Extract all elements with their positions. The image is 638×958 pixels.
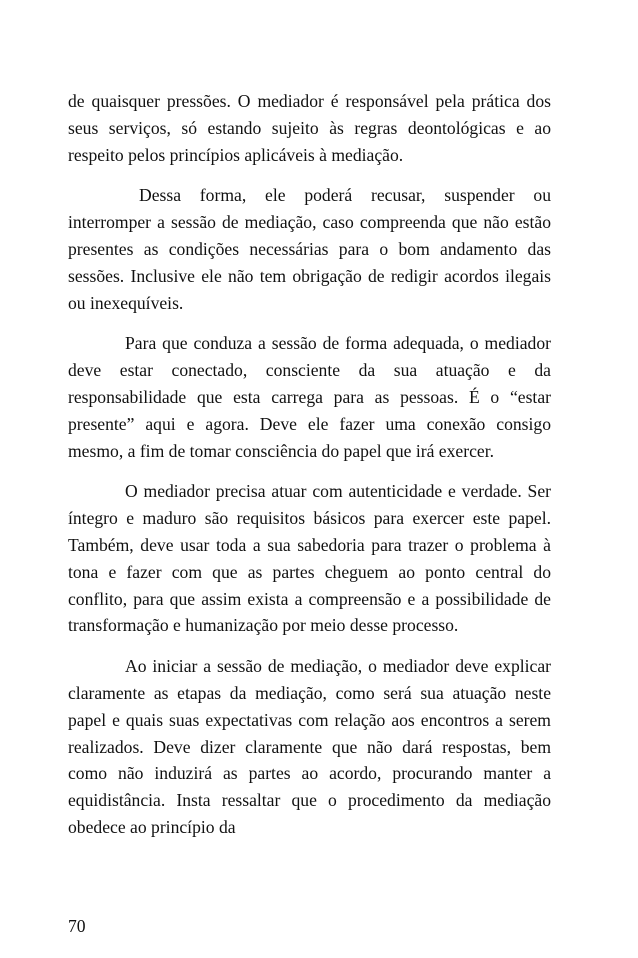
paragraph-ao-iniciar: Ao iniciar a sessão de mediação, o mediador deve explicar claramente as etapas da mediação, como será sua atuação neste papel e quais suas expectativas com relação aos encontros a serem realizados. Deve dizer claramente que não dará respostas, bem como não induzirá as partes ao acordo, procurando manter a equidistância. Insta ressaltar que o procedimento da mediação obedece ao princípio da [68,656,551,837]
page-number: 70 [68,916,86,936]
paragraph-dessa-forma: Dessa forma, ele poderá recusar, suspender ou interromper a sessão de mediação, caso compreenda que não estão presentes as condições necessárias para o bom andamento das sessões. Inclusive ele não tem obrigação de redigir acordos ilegais ou inexequíveis. [68,185,551,313]
paragraph-o-mediador-precisa: O mediador precisa atuar com autenticidade e verdade. Ser íntegro e maduro são requisitos básicos para exercer este papel. Também, deve usar toda a sua sabedoria para trazer o problema à tona e fazer com que as partes cheguem ao ponto central do conflito, para que assim exista a compreensão e a possibilidade de transformação e humanização por meio desse processo. [68,481,551,636]
paragraph-continuation: de quaisquer pressões. O mediador é responsável pela prática dos seus serviços, só estando sujeito às regras deontológicas e ao respeito pelos princípios aplicáveis à mediação. [68,91,551,165]
body-text [68,88,551,841]
paragraph-para-que-conduza: Para que conduza a sessão de forma adequada, o mediador deve estar conectado, consciente da sua atuação e da responsabilidade que esta carrega para as pessoas. É o “estar presente” aqui e agora. Deve ele fazer uma conexão consigo mesmo, a fim de tomar consciência do papel que irá exercer. [68,333,551,461]
